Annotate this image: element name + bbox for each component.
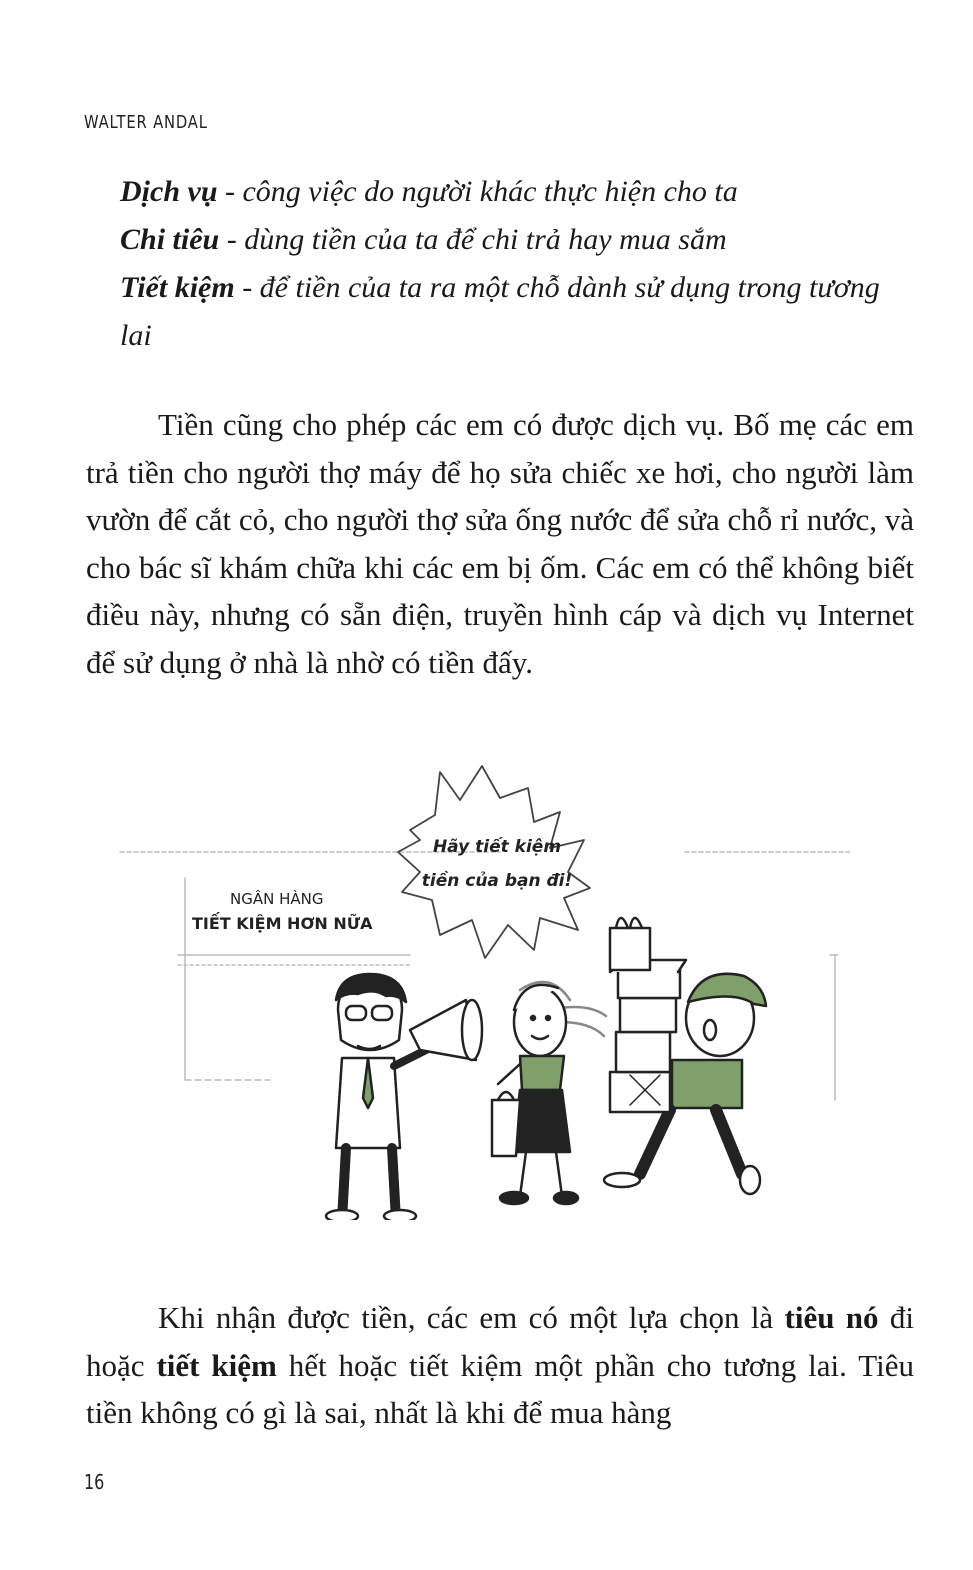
bold-term: tiêu nó [784, 1300, 879, 1335]
definition-item [120, 168, 910, 216]
definition-text: - công việc do người khác thực hiện cho ta [217, 175, 738, 208]
bank-name: NGÂN HÀNG [230, 890, 324, 908]
body-paragraph-choice [86, 1294, 914, 1437]
paragraph-text: hết hoặc tiết kiệm một phần cho tương lai. Tiêu tiền không có gì là sai, nhất là khi để mua hàng [86, 1347, 914, 1430]
bank-man-figure [326, 974, 482, 1220]
definition-item [120, 216, 910, 264]
shopping-woman-figure [492, 982, 606, 1204]
definition-term: Dịch vụ [120, 175, 218, 208]
bold-term: tiết kiệm [156, 1347, 277, 1383]
paragraph-text: Tiền cũng cho phép các em có được dịch vụ. Bố mẹ các em trả tiền cho người thợ máy để họ sửa chiếc xe hơi, cho người làm vườn để cắt cỏ, cho người thợ sửa ống nước để sửa chỗ rỉ nước, và cho bác sĩ khám chữa khi các em bị ốm. Các em có thể không biết điều này, nhưng có sẵn điện, truyền hình cáp và dịch vụ Internet để sử dụng ở nhà là nhờ có tiền đấy. [86, 407, 914, 680]
delivery-boy-figure [604, 918, 766, 1194]
paragraph-text: đi hoặc [86, 1300, 914, 1383]
paragraph-text: Khi nhận được tiền, các em có một lựa chọn là [158, 1300, 785, 1335]
bank-slogan: TIẾT KIỆM HƠN NỮA [192, 914, 373, 933]
bank-sign [192, 890, 373, 933]
definition-term: Chi tiêu [120, 223, 220, 256]
definition-text: - để tiền của ta ra một chỗ dành sử dụng trong tương lai [120, 271, 880, 352]
speech-line: Hãy tiết kiệm [432, 837, 562, 857]
body-paragraph-services [86, 401, 914, 686]
definition-term: Tiết kiệm [120, 271, 235, 304]
definition-text: - dùng tiền của ta để chi trả hay mua sắm [219, 223, 727, 256]
speech-bubble [412, 830, 582, 898]
savings-illustration [110, 760, 850, 1220]
speech-line: tiền của bạn đi! [421, 871, 573, 891]
definitions-list [120, 168, 910, 360]
definition-item [120, 264, 910, 360]
page-number: 16 [84, 1470, 105, 1494]
running-header: WALTER ANDAL [84, 112, 208, 133]
